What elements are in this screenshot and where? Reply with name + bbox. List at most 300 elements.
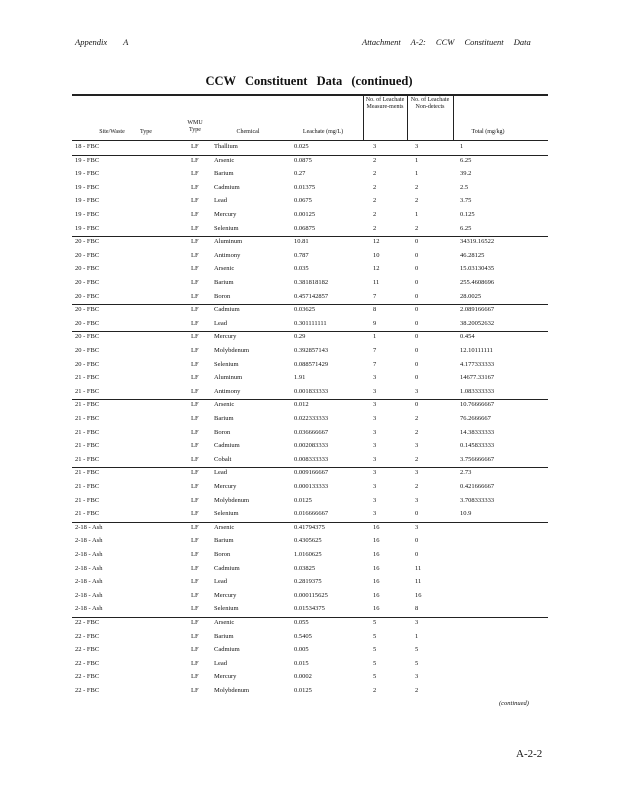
cell-total: 3.75 — [460, 197, 472, 205]
cell-wmu-type: LF — [191, 578, 199, 586]
cell-leachate: 0.015 — [294, 659, 309, 667]
cell-leachate: 0.005 — [294, 646, 309, 654]
cell-chemical: Thallium — [214, 143, 238, 150]
cell-total: 1.083333333 — [460, 387, 495, 395]
cell-total: 1 — [460, 143, 464, 150]
cell-wmu-type: LF — [191, 483, 199, 490]
cell-num-nondetects: 0 — [415, 292, 419, 300]
table-row — [0, 510, 618, 521]
cell-site-waste: 22 - FBC — [75, 673, 100, 681]
cell-chemical: Mercury — [214, 673, 237, 681]
cell-total: 2.5 — [460, 183, 469, 191]
cell-num-nondetects: 3 — [415, 143, 419, 150]
cell-wmu-type: LF — [191, 646, 199, 654]
group-divider — [72, 155, 548, 156]
cell-site-waste: 20 - FBC — [75, 238, 100, 246]
group-divider — [72, 522, 548, 523]
cell-wmu-type: LF — [191, 333, 199, 341]
table-row — [0, 646, 618, 657]
cell-total: 39.2 — [460, 170, 472, 178]
cell-chemical: Selenium — [214, 510, 239, 518]
cell-num-nondetects: 2 — [415, 687, 419, 694]
cell-num-nondetects: 0 — [415, 551, 419, 558]
cell-site-waste: 2-18 - Ash — [75, 591, 103, 599]
cell-num-measurements: 10 — [373, 251, 380, 259]
cell-num-nondetects: 5 — [415, 646, 419, 654]
cell-num-nondetects: 1 — [415, 156, 419, 164]
cell-num-nondetects: 0 — [415, 279, 419, 286]
cell-chemical: Barium — [214, 537, 234, 545]
cell-num-nondetects: 0 — [415, 360, 419, 368]
cell-leachate: 0.022333333 — [294, 415, 329, 422]
cell-total: 46.28125 — [460, 251, 485, 259]
cell-num-nondetects: 0 — [415, 306, 419, 314]
cell-num-measurements: 2 — [373, 197, 377, 205]
table-row — [0, 333, 618, 344]
cell-wmu-type: LF — [191, 319, 199, 327]
cell-chemical: Lead — [214, 469, 227, 477]
cell-leachate: 0.0875 — [294, 156, 312, 164]
cell-num-nondetects: 2 — [415, 224, 419, 232]
cell-site-waste: 22 - FBC — [75, 632, 100, 640]
cell-chemical: Selenium — [214, 605, 239, 613]
cell-wmu-type: LF — [191, 551, 199, 558]
table-row — [0, 442, 618, 453]
cell-num-nondetects: 16 — [415, 591, 422, 599]
cell-total: 38.20052632 — [460, 319, 495, 327]
table-row — [0, 197, 618, 208]
group-divider — [72, 331, 548, 332]
cell-site-waste: 20 - FBC — [75, 319, 100, 327]
cell-num-nondetects: 2 — [415, 415, 419, 422]
cell-num-measurements: 7 — [373, 360, 377, 368]
cell-leachate: 0.06875 — [294, 224, 316, 232]
group-divider — [72, 617, 548, 618]
table-row — [0, 429, 618, 440]
cell-leachate: 0.01375 — [294, 183, 316, 191]
col-header-leachate: Leachate (mg/L) — [302, 129, 344, 135]
cell-num-measurements: 3 — [373, 415, 377, 422]
cell-total: 28.0025 — [460, 292, 482, 300]
table-row — [0, 347, 618, 358]
cell-chemical: Cadmium — [214, 442, 240, 450]
table-row — [0, 143, 618, 154]
cell-chemical: Antimony — [214, 387, 241, 395]
cell-wmu-type: LF — [191, 360, 199, 368]
cell-site-waste: 19 - FBC — [75, 156, 100, 164]
table-row — [0, 361, 618, 372]
cell-site-waste: 22 - FBC — [75, 659, 100, 667]
cell-num-nondetects: 1 — [415, 170, 419, 178]
table-row — [0, 279, 618, 290]
table-row — [0, 578, 618, 589]
cell-num-measurements: 2 — [373, 687, 377, 694]
table-row — [0, 469, 618, 480]
cell-wmu-type: LF — [191, 238, 199, 246]
cell-num-measurements: 16 — [373, 591, 380, 599]
cell-chemical: Molybdenum — [214, 496, 250, 504]
cell-num-measurements: 3 — [373, 483, 377, 490]
cell-leachate: 0.381818182 — [294, 279, 329, 286]
cell-wmu-type: LF — [191, 415, 199, 422]
cell-site-waste: 2-18 - Ash — [75, 605, 103, 613]
cell-site-waste: 20 - FBC — [75, 347, 100, 354]
cell-num-measurements: 9 — [373, 319, 377, 327]
cell-num-measurements: 3 — [373, 510, 377, 518]
table-row — [0, 537, 618, 548]
cell-site-waste: 19 - FBC — [75, 224, 100, 232]
cell-site-waste: 20 - FBC — [75, 251, 100, 259]
cell-leachate: 0.0675 — [294, 197, 312, 205]
cell-site-waste: 2-18 - Ash — [75, 551, 103, 558]
cell-leachate: 0.0002 — [294, 673, 312, 681]
col-header-wmu-type: WMU Type — [187, 120, 203, 134]
cell-wmu-type: LF — [191, 170, 199, 178]
col-header-total: Total (mg/kg) — [471, 129, 505, 135]
cell-wmu-type: LF — [191, 401, 199, 409]
cell-num-measurements: 2 — [373, 170, 377, 178]
cell-leachate: 0.035 — [294, 265, 309, 273]
cell-num-nondetects: 0 — [415, 401, 419, 409]
cell-total: 76.2666667 — [460, 415, 491, 422]
cell-chemical: Aluminum — [214, 238, 243, 246]
cell-num-nondetects: 0 — [415, 510, 419, 518]
table-row — [0, 225, 618, 236]
cell-wmu-type: LF — [191, 292, 199, 300]
cell-leachate: 0.009166667 — [294, 469, 329, 477]
cell-num-nondetects: 3 — [415, 673, 419, 681]
cell-site-waste: 21 - FBC — [75, 496, 100, 504]
cell-wmu-type: LF — [191, 687, 199, 694]
cell-wmu-type: LF — [191, 510, 199, 518]
cell-chemical: Selenium — [214, 224, 239, 232]
cell-leachate: 0.088571429 — [294, 360, 329, 368]
cell-num-nondetects: 2 — [415, 183, 419, 191]
cell-chemical: Arsenic — [214, 401, 235, 409]
cell-wmu-type: LF — [191, 279, 199, 286]
cell-num-measurements: 7 — [373, 347, 377, 354]
cell-num-measurements: 16 — [373, 564, 380, 572]
cell-num-measurements: 8 — [373, 306, 377, 314]
cell-site-waste: 2-18 - Ash — [75, 564, 103, 572]
cell-total: 10.76666667 — [460, 401, 495, 409]
cell-chemical: Boron — [214, 428, 231, 436]
cell-total: 34319.16522 — [460, 238, 495, 246]
cell-leachate: 0.27 — [294, 170, 306, 178]
cell-wmu-type: LF — [191, 605, 199, 613]
col-header-site-waste: Site/Waste — [99, 129, 125, 135]
table-row — [0, 565, 618, 576]
cell-wmu-type: LF — [191, 619, 199, 626]
cell-total: 0.454 — [460, 333, 475, 341]
cell-chemical: Antimony — [214, 251, 241, 259]
table-title: CCW Constituent Data (continued) — [205, 74, 413, 88]
table-row — [0, 456, 618, 467]
cell-num-nondetects: 3 — [415, 619, 419, 626]
cell-site-waste: 20 - FBC — [75, 292, 100, 300]
cell-site-waste: 19 - FBC — [75, 211, 100, 218]
cell-total: 14677.33167 — [460, 374, 495, 382]
running-header-right: Attachment A-2: CCW Constituent Data — [362, 37, 531, 47]
cell-num-measurements: 3 — [373, 455, 377, 463]
cell-num-measurements: 3 — [373, 442, 377, 450]
cell-wmu-type: LF — [191, 496, 199, 504]
cell-site-waste: 2-18 - Ash — [75, 523, 103, 531]
table-row — [0, 633, 618, 644]
cell-wmu-type: LF — [191, 523, 199, 531]
cell-chemical: Barium — [214, 632, 234, 640]
cell-total: 0.125 — [460, 211, 475, 218]
cell-num-measurements: 3 — [373, 374, 377, 382]
cell-leachate: 0.03625 — [294, 306, 316, 314]
cell-leachate: 0.01534375 — [294, 605, 325, 613]
col-header-chemical: Chemical — [236, 129, 260, 135]
cell-chemical: Lead — [214, 319, 227, 327]
cell-chemical: Mercury — [214, 483, 237, 490]
table-row — [0, 157, 618, 168]
cell-wmu-type: LF — [191, 564, 199, 572]
table-row — [0, 265, 618, 276]
cell-num-nondetects: 3 — [415, 469, 419, 477]
table-row — [0, 252, 618, 263]
table-row — [0, 374, 618, 385]
cell-num-measurements: 16 — [373, 523, 380, 531]
cell-site-waste: 20 - FBC — [75, 265, 100, 273]
cell-num-measurements: 3 — [373, 469, 377, 477]
cell-chemical: Lead — [214, 659, 227, 667]
cell-site-waste: 2-18 - Ash — [75, 537, 103, 545]
table-row — [0, 170, 618, 181]
cell-total: 2.089166667 — [460, 306, 495, 314]
cell-chemical: Cadmium — [214, 306, 240, 314]
cell-num-nondetects: 0 — [415, 333, 419, 341]
cell-num-measurements: 5 — [373, 632, 377, 640]
page-number: A-2-2 — [516, 748, 543, 760]
cell-leachate: 0.4305625 — [294, 537, 322, 545]
cell-leachate: 0.001833333 — [294, 387, 329, 395]
cell-num-nondetects: 2 — [415, 197, 419, 205]
cell-num-measurements: 12 — [373, 265, 380, 273]
table-row — [0, 320, 618, 331]
cell-site-waste: 21 - FBC — [75, 374, 100, 382]
cell-wmu-type: LF — [191, 591, 199, 599]
cell-wmu-type: LF — [191, 306, 199, 314]
cell-leachate: 0.787 — [294, 251, 309, 259]
cell-site-waste: 21 - FBC — [75, 401, 100, 409]
cell-num-nondetects: 1 — [415, 211, 419, 218]
cell-num-nondetects: 3 — [415, 442, 419, 450]
cell-wmu-type: LF — [191, 659, 199, 667]
col-header-num-measurements: No. of Leachate Measure-ments — [365, 97, 405, 111]
cell-leachate: 0.0125 — [294, 687, 312, 694]
col-header-type: Type — [140, 129, 152, 135]
table-row — [0, 184, 618, 195]
cell-site-waste: 19 - FBC — [75, 170, 100, 178]
cell-site-waste: 22 - FBC — [75, 646, 100, 654]
cell-num-measurements: 16 — [373, 537, 380, 545]
cell-site-waste: 19 - FBC — [75, 183, 100, 191]
cell-site-waste: 20 - FBC — [75, 333, 100, 341]
cell-num-measurements: 3 — [373, 401, 377, 409]
continued-note: (continued) — [499, 700, 529, 707]
group-divider — [72, 236, 548, 237]
cell-total: 10.9 — [460, 510, 472, 518]
cell-num-measurements: 2 — [373, 224, 377, 232]
cell-chemical: Arsenic — [214, 619, 235, 626]
cell-chemical: Boron — [214, 551, 231, 558]
cell-num-measurements: 3 — [373, 496, 377, 504]
cell-leachate: 0.29 — [294, 333, 306, 341]
group-divider — [72, 467, 548, 468]
cell-leachate: 0.002083333 — [294, 442, 329, 450]
cell-chemical: Cobalt — [214, 455, 232, 463]
table-row — [0, 293, 618, 304]
cell-site-waste: 21 - FBC — [75, 415, 100, 422]
cell-num-nondetects: 1 — [415, 632, 419, 640]
cell-wmu-type: LF — [191, 251, 199, 259]
cell-leachate: 0.000133333 — [294, 483, 329, 490]
cell-num-measurements: 16 — [373, 578, 380, 586]
cell-chemical: Cadmium — [214, 646, 240, 654]
cell-num-nondetects: 5 — [415, 659, 419, 667]
table-row — [0, 415, 618, 426]
cell-wmu-type: LF — [191, 265, 199, 273]
cell-site-waste: 21 - FBC — [75, 387, 100, 395]
group-divider — [72, 304, 548, 305]
table-row — [0, 483, 618, 494]
cell-total: 2.73 — [460, 469, 472, 477]
table-row — [0, 660, 618, 671]
cell-site-waste: 20 - FBC — [75, 306, 100, 314]
cell-num-measurements: 2 — [373, 156, 377, 164]
cell-chemical: Arsenic — [214, 156, 235, 164]
cell-leachate: 0.036666667 — [294, 428, 329, 436]
cell-chemical: Lead — [214, 578, 227, 586]
cell-num-nondetects: 0 — [415, 265, 419, 273]
cell-leachate: 0.012 — [294, 401, 309, 409]
cell-num-nondetects: 0 — [415, 319, 419, 327]
cell-num-nondetects: 0 — [415, 537, 419, 545]
cell-leachate: 0.5405 — [294, 632, 312, 640]
cell-wmu-type: LF — [191, 455, 199, 463]
cell-wmu-type: LF — [191, 211, 199, 218]
cell-wmu-type: LF — [191, 469, 199, 477]
cell-leachate: 0.008333333 — [294, 455, 329, 463]
cell-wmu-type: LF — [191, 143, 199, 150]
cell-leachate: 0.457142857 — [294, 292, 329, 300]
cell-num-measurements: 16 — [373, 551, 380, 558]
cell-wmu-type: LF — [191, 347, 199, 354]
cell-site-waste: 21 - FBC — [75, 510, 100, 518]
cell-chemical: Selenium — [214, 360, 239, 368]
cell-chemical: Cadmium — [214, 564, 240, 572]
cell-total: 15.03130435 — [460, 265, 495, 273]
cell-num-nondetects: 11 — [415, 578, 422, 586]
cell-num-measurements: 2 — [373, 183, 377, 191]
cell-total: 6.25 — [460, 224, 472, 232]
cell-num-measurements: 3 — [373, 428, 377, 436]
cell-num-measurements: 16 — [373, 605, 380, 613]
table-row — [0, 551, 618, 562]
cell-leachate: 0.025 — [294, 143, 309, 150]
cell-chemical: Mercury — [214, 591, 237, 599]
cell-site-waste: 22 - FBC — [75, 687, 100, 694]
table-row — [0, 388, 618, 399]
running-header-left: Appendix A — [75, 37, 129, 47]
header-bottom-rule — [72, 140, 548, 141]
cell-num-nondetects: 8 — [415, 605, 419, 613]
cell-total: 0.421666667 — [460, 483, 495, 490]
cell-total: 3.708333333 — [460, 496, 495, 504]
cell-num-measurements: 2 — [373, 211, 377, 218]
group-divider — [72, 399, 548, 400]
cell-leachate: 0.41794375 — [294, 523, 325, 531]
cell-num-nondetects: 0 — [415, 251, 419, 259]
cell-total: 3.756666667 — [460, 455, 495, 463]
cell-site-waste: 21 - FBC — [75, 455, 100, 463]
cell-site-waste: 20 - FBC — [75, 279, 100, 286]
cell-num-nondetects: 3 — [415, 496, 419, 504]
cell-site-waste: 19 - FBC — [75, 197, 100, 205]
cell-chemical: Lead — [214, 197, 227, 205]
cell-leachate: 1.91 — [294, 374, 306, 382]
cell-total: 0.145833333 — [460, 442, 495, 450]
cell-wmu-type: LF — [191, 224, 199, 232]
cell-num-nondetects: 2 — [415, 428, 419, 436]
cell-wmu-type: LF — [191, 387, 199, 395]
cell-wmu-type: LF — [191, 442, 199, 450]
cell-num-nondetects: 2 — [415, 483, 419, 490]
table-row — [0, 306, 618, 317]
cell-chemical: Arsenic — [214, 523, 235, 531]
cell-chemical: Mercury — [214, 211, 237, 218]
cell-leachate: 0.03825 — [294, 564, 316, 572]
table-row — [0, 592, 618, 603]
table-row — [0, 673, 618, 684]
cell-site-waste: 18 - FBC — [75, 143, 100, 150]
table-row — [0, 211, 618, 222]
cell-wmu-type: LF — [191, 673, 199, 681]
cell-wmu-type: LF — [191, 374, 199, 382]
table-row — [0, 497, 618, 508]
cell-wmu-type: LF — [191, 156, 199, 164]
cell-num-measurements: 5 — [373, 673, 377, 681]
table-row — [0, 605, 618, 616]
cell-site-waste: 20 - FBC — [75, 360, 100, 368]
cell-chemical: Barium — [214, 415, 234, 422]
cell-leachate: 0.00125 — [294, 211, 316, 218]
cell-num-nondetects: 2 — [415, 455, 419, 463]
cell-leachate: 0.301111111 — [294, 319, 327, 327]
cell-num-measurements: 7 — [373, 292, 377, 300]
cell-num-nondetects: 0 — [415, 238, 419, 246]
cell-chemical: Barium — [214, 279, 234, 286]
cell-leachate: 0.016666667 — [294, 510, 329, 518]
cell-site-waste: 21 - FBC — [75, 483, 100, 490]
col-header-num-nondetects: No. of Leachate Non-detects — [410, 97, 450, 111]
cell-num-nondetects: 0 — [415, 374, 419, 382]
cell-leachate: 0.392857143 — [294, 347, 329, 354]
cell-total: 255.4608696 — [460, 279, 495, 286]
cell-leachate: 1.0160625 — [294, 551, 322, 558]
cell-num-measurements: 5 — [373, 659, 377, 667]
table-row — [0, 238, 618, 249]
cell-num-measurements: 3 — [373, 143, 377, 150]
cell-leachate: 0.0125 — [294, 496, 312, 504]
cell-leachate: 10.81 — [294, 238, 309, 246]
cell-wmu-type: LF — [191, 428, 199, 436]
cell-wmu-type: LF — [191, 197, 199, 205]
